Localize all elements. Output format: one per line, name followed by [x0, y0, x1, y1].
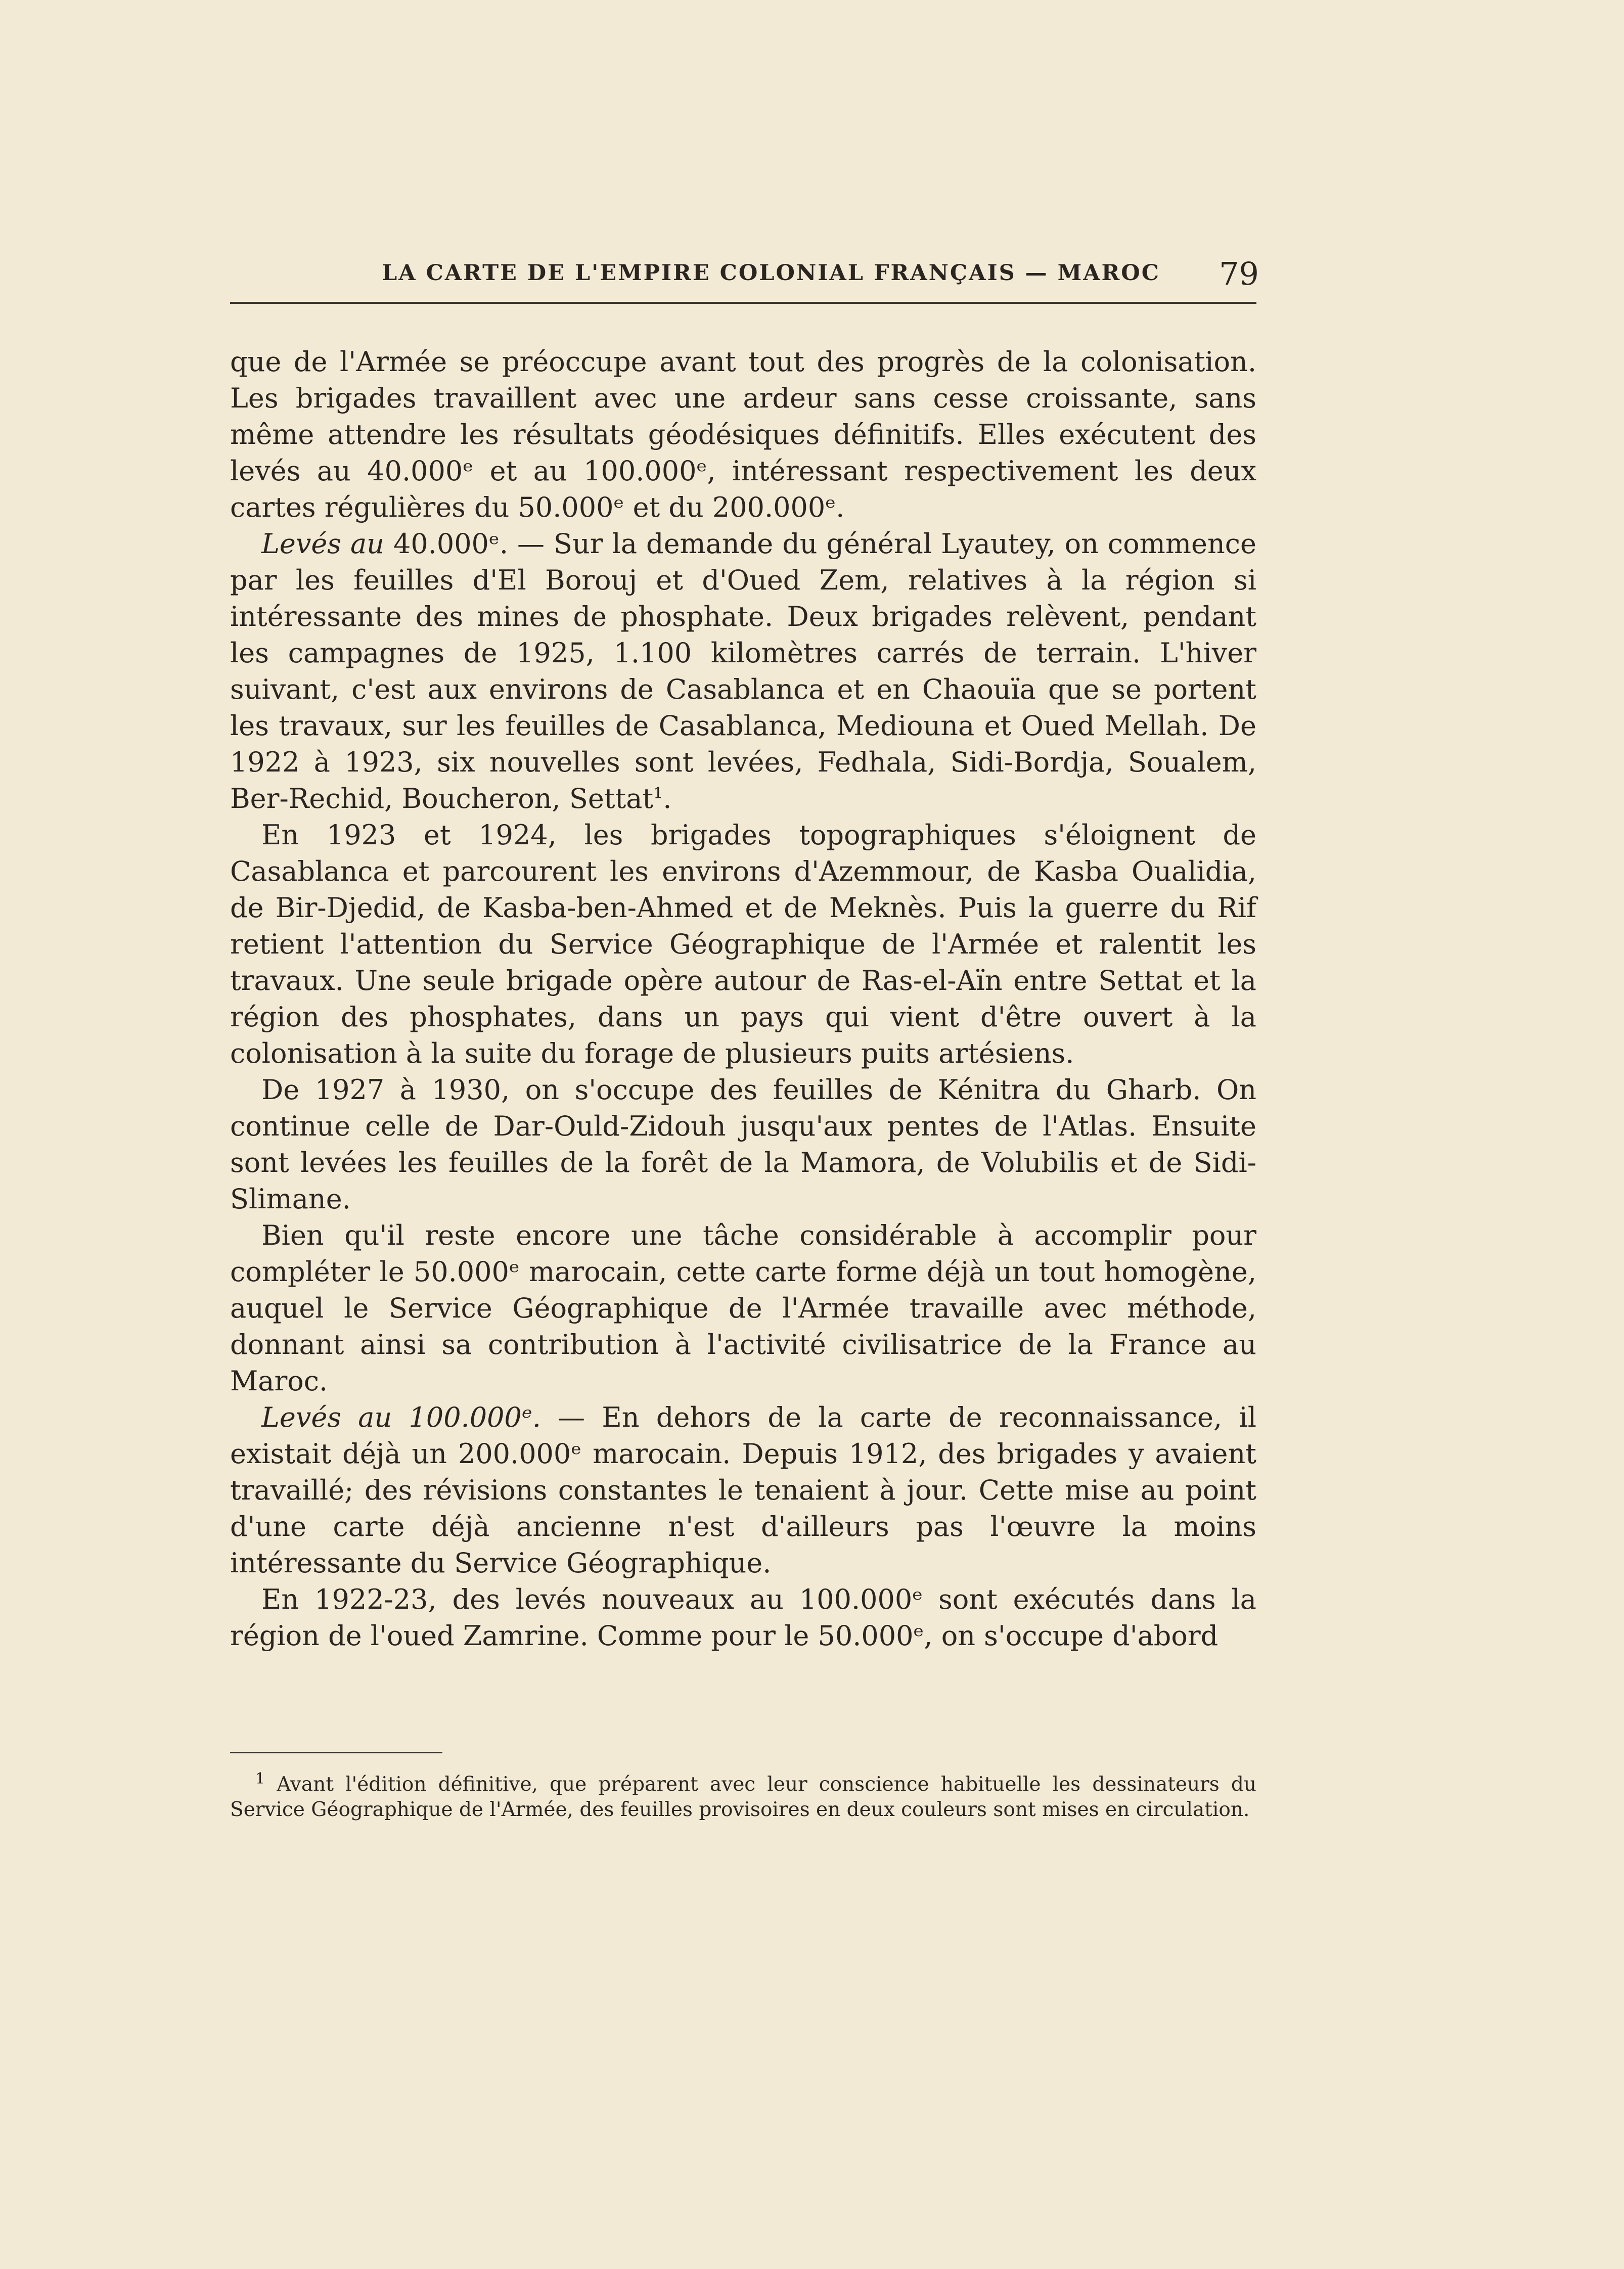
footnote-text: Avant l'édition définitive, que préparent avec leur conscience habituelle les dessinateurs du Service Géographique de l'Armée, des feuilles provisoires en deux couleurs sont mises en circulation.	[230, 1773, 1256, 1821]
paragraph-2-end: .	[663, 783, 672, 814]
paragraph-2-heading: Levés au	[261, 528, 384, 560]
paragraph-6-text: — En dehors de la carte de reconnaissance, il existait déjà un 200.000ᵉ marocain. Depuis 1912, des brigades y avaient travaillé; des révisions constantes le tenaient à jour. Cette mise au point d'une carte déjà ancienne n'est d'ailleurs pas l'œuvre la moins intéressante du Service Géographique.	[230, 1401, 1256, 1579]
footnote-marker: 1	[255, 1770, 265, 1788]
footnote-rule	[230, 1752, 442, 1753]
page-header	[230, 255, 1259, 291]
paragraph-6	[230, 1399, 1256, 1581]
body-text	[230, 344, 1256, 1654]
paragraph-2	[230, 526, 1256, 817]
paragraph-4: De 1927 à 1930, on s'occupe des feuilles de Kénitra du Gharb. On continue celle de Dar-Ould-Zidouh jusqu'aux pentes de l'Atlas. Ensuite sont levées les feuilles de la forêt de la Mamora, de Volubilis et de Sidi-Slimane.	[230, 1074, 1256, 1215]
paragraph-5: Bien qu'il reste encore une tâche considérable à accomplir pour compléter le 50.000ᵉ marocain, cette carte forme déjà un tout homogène, auquel le Service Géographique de l'Armée travaille avec méthode, donnant ainsi sa contribution à l'activité civilisatrice de la France au Maroc.	[230, 1219, 1256, 1397]
footnote-reference: 1	[653, 785, 663, 802]
paragraph-6-heading: Levés au 100.000ᵉ.	[261, 1401, 541, 1433]
paragraph-2-text: — Sur la demande du général Lyautey, on commence par les feuilles d'El Borouj et d'Oued Zem, relatives à la région si intéressante des mines de phosphate. Deux brigades relèvent, pendant les campagnes de 1925, 1.100 kilomètres carrés de terrain. L'hiver suivant, c'est aux environs de Casablanca et en Chaouïa que se portent les travaux, sur les feuilles de Casablanca, Mediouna et Oued Mellah. De 1922 à 1923, six nouvelles sont levées, Fedhala, Sidi-Bordja, Soualem, Ber-Rechid, Boucheron, Settat	[230, 528, 1256, 814]
footnote	[230, 1772, 1256, 1823]
paragraph-2-heading-scale: 40.000ᵉ.	[393, 528, 508, 560]
running-title: LA CARTE DE L'EMPIRE COLONIAL FRANÇAIS — MAROC	[382, 260, 1160, 286]
header-rule	[230, 302, 1256, 304]
paragraph-7: En 1922-23, des levés nouveaux au 100.000ᵉ sont exécutés dans la région de l'oued Zamrine. Comme pour le 50.000ᵉ, on s'occupe d'abord	[230, 1583, 1256, 1652]
paragraph-1: que de l'Armée se préoccupe avant tout des progrès de la colonisation. Les brigades travaillent avec une ardeur sans cesse croissante, sans même attendre les résultats géodésiques définitifs. Elles exécutent des levés au 40.000ᵉ et au 100.000ᵉ, intéressant respectivement les deux cartes régulières du 50.000ᵉ et du 200.000ᵉ.	[230, 346, 1256, 523]
paragraph-3: En 1923 et 1924, les brigades topographiques s'éloignent de Casablanca et parcourent les environs d'Azemmour, de Kasba Oualidia, de Bir-Djedid, de Kasba-ben-Ahmed et de Meknès. Puis la guerre du Rif retient l'attention du Service Géographique de l'Armée et ralentit les travaux. Une seule brigade opère autour de Ras-el-Aïn entre Settat et la région des phosphates, dans un pays qui vient d'être ouvert à la colonisation à la suite du forage de plusieurs puits artésiens.	[230, 819, 1256, 1069]
page-number: 79	[1219, 255, 1259, 292]
